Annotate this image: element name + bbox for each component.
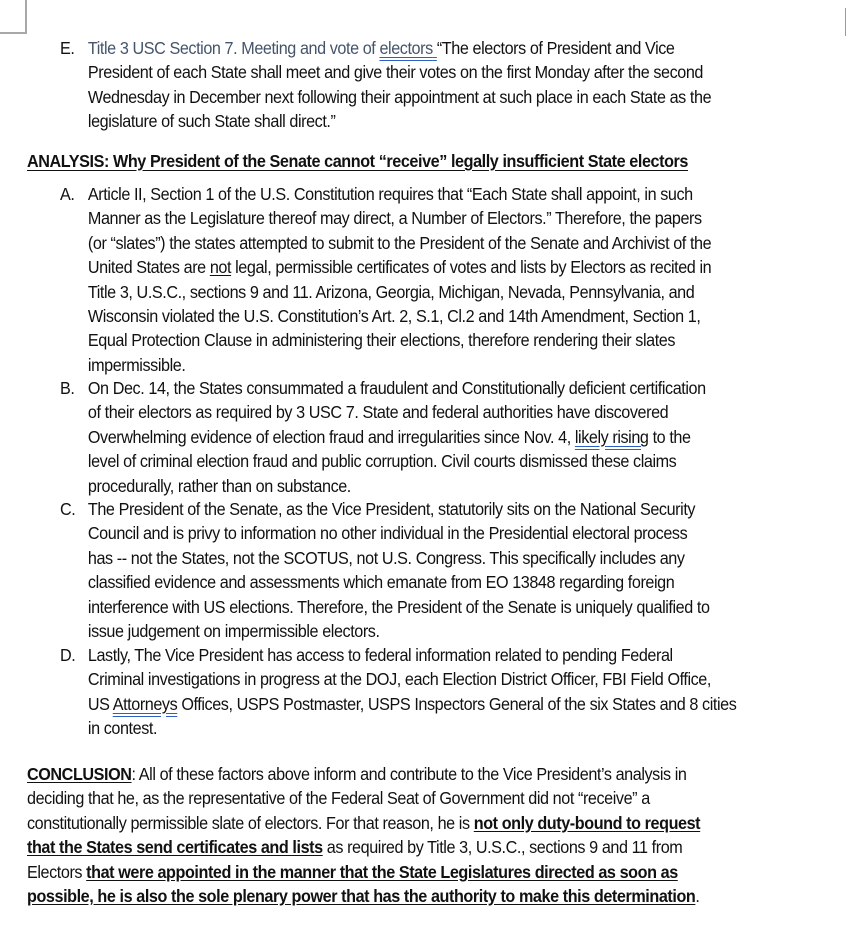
list-item-body: [88, 182, 841, 377]
conclusion-label: CONCLUSION: [27, 764, 132, 784]
text-line: Equal Protection Clause in administering their elections, therefore rendering their slates: [87, 330, 676, 351]
text-line: classified evidence and assessments which emanate from EO 13848 regarding foreign: [87, 572, 675, 593]
text-line: Lastly, The Vice President has access to federal information related to pending Federal: [87, 645, 673, 665]
list-item-body: [88, 643, 841, 741]
conclusion-paragraph: [27, 762, 845, 908]
text-line: possible, he is also the sole plenary power that has the authority to make this determination.: [27, 886, 700, 907]
list-marker: B.: [60, 378, 75, 398]
list-item-body: [88, 376, 841, 498]
text-line: CONCLUSION: All of these factors above inform and contribute to the Vice President’s analysis in: [27, 764, 687, 784]
text-line: that the States send certificates and lists as required by Title 3, U.S.C., sections 9 and 11 from: [27, 837, 683, 858]
emphasized-text: not only duty-bound to request: [473, 812, 701, 833]
list-marker: E.: [60, 38, 75, 58]
list-item-body: [88, 36, 841, 134]
text-line: Title 3, U.S.C., sections 9 and 11. Arizona, Georgia, Michigan, Nevada, Pennsylvania, and: [87, 281, 695, 302]
text-line: On Dec. 14, the States consummated a fraudulent and Constitutionally deficient certification: [87, 378, 706, 398]
text-line: of their electors as required by 3 USC 7. State and federal authorities have discovered: [87, 402, 669, 423]
text-line: (or “slates”) the states attempted to submit to the President of the Senate and Archivist of the: [87, 232, 712, 253]
text-line: Council and is privy to information no other individual in the Presidential electoral process: [87, 523, 688, 544]
text-line: Wisconsin violated the U.S. Constitution’s Art. 2, S.1, Cl.2 and 14th Amendment, Section 1,: [87, 306, 701, 327]
text-line: deciding that he, as the representative of the Federal Seat of Government did not “receive” a: [27, 788, 650, 809]
text-line: Electors that were appointed in the manner that the State Legislatures directed as soon as: [27, 861, 678, 882]
list-marker: C.: [60, 499, 76, 519]
text-line: procedurally, rather than on substance.: [87, 475, 351, 496]
text-line: impermissible.: [87, 354, 186, 375]
section-reference: Title 3 USC Section 7. Meeting and vote of: [87, 38, 380, 58]
list-marker: A.: [60, 184, 75, 204]
text-line: interference with US elections. Therefore, the President of the Senate is uniquely qualified to: [87, 596, 710, 617]
text-line: issue judgement on impermissible electors.: [87, 621, 380, 642]
text-line: legislature of such State shall direct.”: [87, 111, 336, 132]
emphasized-word: not: [209, 257, 232, 278]
emphasized-text: possible, he is also the sole plenary power that has the authority to make this determination: [27, 886, 696, 907]
text-line: in contest.: [87, 718, 158, 739]
emphasized-text: that the States send certificates and lists: [27, 837, 323, 858]
text-line: US Attorneys Offices, USPS Postmaster, USPS Inspectors General of the six States and 8 cities: [87, 693, 737, 714]
text-line: has -- not the States, not the SCOTUS, not U.S. Congress. This specifically includes any: [87, 547, 685, 568]
spellcheck-flagged-word[interactable]: electors: [379, 38, 433, 58]
analysis-heading: ANALYSIS: Why President of the Senate cannot “receive” legally insufficient State electors: [27, 151, 688, 171]
list-marker: D.: [60, 645, 76, 665]
emphasized-text: that were appointed in the manner that the State Legislatures directed as soon as: [86, 861, 678, 882]
text-line: Manner as the Legislature thereof may direct, a Number of Electors.” Therefore, the papers: [87, 208, 702, 229]
page-right-margin-mark: [845, 8, 846, 36]
text-line: Wednesday in December next following their appointment at such place in each State as the: [87, 86, 712, 107]
text-line: Overwhelming evidence of election fraud and irregularities since Nov. 4, likely rising to the: [87, 426, 691, 447]
text-line: United States are not legal, permissible certificates of votes and lists by Electors as recited in: [87, 257, 712, 278]
spellcheck-flagged-word[interactable]: likely rising: [574, 426, 649, 447]
text-line: Article II, Section 1 of the U.S. Constitution requires that “Each State shall appoint, in such: [87, 184, 693, 204]
text-line: Criminal investigations in progress at the DOJ, each Election District Officer, FBI Field Office,: [87, 669, 711, 690]
page-corner-crop-mark: [0, 0, 27, 34]
spellcheck-flagged-word[interactable]: Attorneys: [112, 693, 178, 714]
text-line: President of each State shall meet and give their votes on the first Monday after the second: [87, 62, 704, 83]
text-line: constitutionally permissible slate of electors. For that reason, he is not only duty-bound to request: [27, 812, 701, 833]
text-line: The President of the Senate, as the Vice President, statutorily sits on the National Security: [87, 499, 696, 519]
list-item-body: [88, 497, 841, 643]
text-line: Title 3 USC Section 7. Meeting and vote of electors “The electors of President and Vice: [87, 38, 675, 58]
text-line: level of criminal election fraud and public corruption. Civil courts dismissed these claims: [87, 451, 677, 472]
